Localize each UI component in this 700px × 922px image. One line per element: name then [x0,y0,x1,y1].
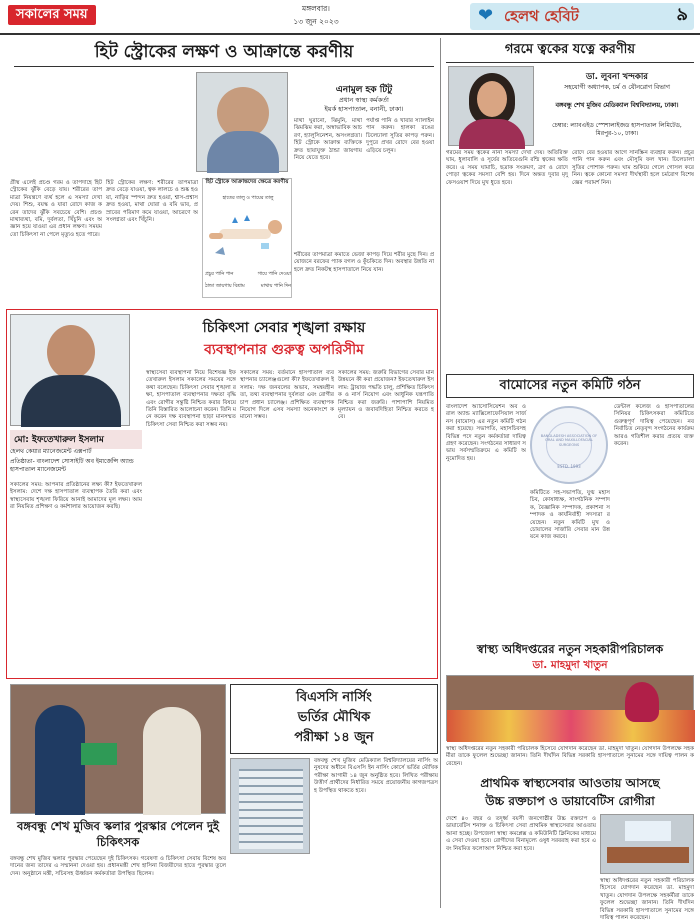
director-photo [446,675,694,741]
water-drops [232,215,250,223]
discipline-person-photo [10,314,130,426]
award-photo [10,684,226,814]
building-windows [239,769,303,849]
skin-author-name: ডা. লুবনা খন্দকার [586,72,648,82]
meeting-table [607,847,689,863]
heat-body-col2: হিট স্ট্রোকের লক্ষণ: শরীরের তাপমাত্রা দ্রুত বেড়ে যাওয়া, ত্বক লালচে ও শুষ্ক হওয়া, নাড়ির স্পন্দন দ্রুত হওয়া, শ্বাস-প্রশ্বাস দ্রুত হওয়া, মাথা ঘোরা ও বমি ভাব, প্রস্রাবের পরিমাণ কমে যাওয়া, আচরণে অসংলগ্নতা এবং খিঁচুনি। [106,180,198,224]
director-body: স্বাস্থ্য অধিদপ্তরের নতুন সহকারী পরিচালক হিসেবে যোগদান করেছেন ডা. মাহমুদা খাতুন। যোগদান উপলক্ষে সহকর্মীরা তাকে ফুলেল শুভেচ্ছা জানান। তিনি দীর্ঘদিন বিভিন্ন সরকারি হাসপাতালে সুনামের সঙ্গে দায়িত্ব পালন করেছেন। [446,746,694,767]
award-headline: বঙ্গবন্ধু শেখ মুজিব স্কলার পুরস্কার পেলেন দুই চিকিৎসক [16,819,220,849]
award-certificate [81,743,117,765]
skin-body-col2: রোদে বের হওয়ার আগে সানস্ক্রিন ব্যবহার করুন। প্রচুর পানি পান করুন এবং মৌসুমি ফল খান। ঢিলেঢালা সুতির পোশাক পরুন। ঘাম শুকিয়ে গেলে গোসল করে নিন। ত্বকে কোনো সমস্যা দীর্ঘস্থায়ী হলে চর্মরোগ বিশেষজ্ঞের পরামর্শ নিন। [572,150,694,186]
discipline-body-col0: সকালের সময়: আপনার প্রতিষ্ঠানের লক্ষ্য কী? ইফতেখারুল ইসলাম: দেশে দক্ষ হাসপাতাল ব্যবস্থাপক তৈরি করা এবং স্বাস্থ্যসেবায় শৃঙ্খলা ফিরিয়ে আনাই আমাদের মূল লক্ষ্য। আমরা নিয়মিত প্রশিক্ষণ ও কর্মশালার আয়োজন করছি। [10,482,142,511]
primary-headline-line1: প্রাথমিক স্বাস্থ্যসেবার আওতায় আসছে [480,776,660,790]
person-suit [21,375,121,427]
author-saree [459,119,525,149]
primary-body: দেশে ৪০ বছর ও তদূর্ধ্ব বয়সী জনগোষ্ঠীর উচ্চ রক্তচাপ ও ডায়াবেটিস শনাক্ত ও চিকিৎসা সেবা প্রাথমিক স্বাস্থ্যসেবার আওতায় আনা হচ্ছে। উপজেলা স্বাস্থ্য কমপ্লেক্স ও কমিউনিটি ক্লিনিকের মাধ্যমে এ সেবা দেওয়া হবে। রোগীদের বিনামূল্যে ওষুধ সরবরাহ করা হবে এবং নিয়মিত ফলোআপ নিশ্চিত করা হবে। [446,816,596,852]
skin-headline-rule [446,62,694,63]
reclining-person-illustration [205,209,291,269]
bamos-seal-text: BANGLADESH ASSOCIATION OF ORAL AND MAXILLOFACIAL SURGEONS [540,434,598,447]
author-face [477,81,507,117]
nursing-headline-line3: পরীক্ষা ১৪ জুন [294,730,374,745]
section-title: হেলথ হেবিট [504,7,579,25]
discipline-body-col3: সকালের সময়: জরুরি বিভাগের সেবার মান উন্নয়নে কী করা প্রয়োজন? ইফতেখারুল ইসলাম: ট্রায়াজ পদ্ধতি চালু, প্রশিক্ষিত চিকিৎসক ও নার্স নিয়োগ এবং আধুনিক যন্ত্রপাতি নিশ্চিত করা জরুরি। পাশাপাশি নিয়মিত মূল্যায়ন ও জবাবদিহিতা নিশ্চিত করতে হবে। [338,370,434,421]
person-body [219,229,271,239]
nursing-headline-line1: বিএসসি নার্সিং [296,690,372,705]
discipline-person-role: হেলথ কেয়ার ম্যানেজমেন্ট এক্সপার্ট [10,448,92,455]
ice-pack [261,243,269,249]
nursing-building-photo [230,758,310,854]
column-divider-right [440,38,441,908]
director-figure [625,682,659,722]
heat-author-role: প্রধান স্বাস্থ্য কর্মকর্তা [339,96,389,104]
issue-day: মঙ্গলবার। [302,4,330,13]
skin-care-headline: গরমে ত্বকের যত্নে করণীয় [504,42,636,57]
award-person-left [35,705,85,815]
heat-headline-rule [14,66,434,67]
infographic-label-3: গায়ে পানি দেওয়া [257,272,291,277]
issue-date: ১৩ জুন ২০২৩ [293,17,339,26]
award-body: বঙ্গবন্ধু শেখ মুজিব স্কলার পুরস্কার পেয়েছেন দুই চিকিৎসক। গবেষণা ও চিকিৎসা সেবায় বিশেষ অবদানের জন্য তাদের এ সম্মাননা দেওয়া হয়। প্রধানমন্ত্রী শেখ হাসিনা বিজয়ীদের হাতে পুরস্কার তুলে দেন। অনুষ্ঠানে মন্ত্রী, সচিবসহ ঊর্ধ্বতন কর্মকর্তারা উপস্থিত ছিলেন। [10,856,226,877]
primary-headline-line2: উচ্চ রক্তচাপ ও ডায়াবেটিস রোগীরা [485,794,655,808]
heart-logo-icon: ❤ [478,5,494,26]
skin-author-org: বঙ্গবন্ধু শেখ মুজিব মেডিক্যাল বিশ্ববিদ্যালয়, ঢাকা। [555,102,679,109]
heat-body-col3: মাথা ঘুরানো, ঝিমুনি, মাথা ঝিমঝিম করা, অস্বাভাবিক আচরণ, হ্যালুসিনেশন, অসংলগ্নতা। হিট স্ট্রোকে আক্রান্ত ব্যক্তিকে দ্রুত ছায়াযুক্ত ঠান্ডা জায়গায় নিয়ে যেতে হবে। [294,118,362,162]
nursing-body: বঙ্গবন্ধু শেখ মুজিব মেডিক্যাল বিশ্ববিদ্যালয়ের নার্সিং অনুষদের অধীনে বিএসসি ইন নার্সিং কোর্সে ভর্তির মৌখিক পরীক্ষা আগামী ১৪ জুন অনুষ্ঠিত হবে। লিখিত পরীক্ষায় উত্তীর্ণ প্রার্থীদের নির্ধারিত সময়ে প্রয়োজনীয় কাগজপত্রসহ উপস্থিত থাকতে হবে। [314,758,438,794]
heat-author-photo [196,72,288,172]
masthead-rule [0,33,700,35]
infographic-label-4: ঠান্ডা জায়গায় বিশ্রাম [205,284,245,289]
heat-stroke-headline: হিট স্ট্রোকের লক্ষণ ও আক্রান্তে করণীয় [94,42,354,62]
bamos-seal [530,406,608,484]
bamos-body-col3: ডেন্টাল কলেজ ও হাসপাতালের সিনিয়র চিকিৎসকরা কমিটিতে গুরুত্বপূর্ণ দায়িত্ব পেয়েছেন। নবনির্বাচিত নেতৃবৃন্দ সংগঠনের কার্যক্রম আরও গতিশীল করার প্রত্যয় ব্যক্ত করেন। [614,404,694,448]
page-number: ৯ [676,4,688,25]
author-shirt [207,131,279,173]
fan-icon [215,247,225,255]
primary-body-cont: স্বাস্থ্য অধিদপ্তরের নতুন সহকারী পরিচালক হিসেবে যোগদান করেছেন ডা. মাহমুদা খাতুন। যোগদান উপলক্ষে সহকর্মীরা তাকে ফুলেল শুভেচ্ছা জানান। তিনি দীর্ঘদিন বিভিন্ন সরকারি হাসপাতালে সুনামের সঙ্গে দায়িত্ব পালন করেছেন। [600,878,694,922]
director-headline: স্বাস্থ্য অধিদপ্তরের নতুন সহকারীপরিচালক [476,642,664,656]
bamos-body-col2: কমিটিতে সহ-সভাপতি, যুগ্ম মহাসচিব, কোষাধ্যক্ষ, সাংগঠনিক সম্পাদক, বৈজ্ঞানিক সম্পাদক, প্রকাশনা সম্পাদক ও কার্যনির্বাহী সদস্যরা রয়েছেন। নতুন কমিটি মুখ ও চোয়ালের সার্জারি সেবার মান উন্নয়নে কাজ করবে। [530,490,610,541]
section-banner [470,3,694,30]
bamos-headline: বামোসের নতুন কমিটি গঠন [499,378,641,393]
heat-body-col4: পর্যাপ্ত পানি ও খাবার স্যালাইন পান করুন। হালকা রঙের ঢিলেঢালা সুতির কাপড় পরুন। দুপুরে প্রখর রোদে বের হওয়া এড়িয়ে চলুন। [366,118,434,154]
discipline-headline-line2: ব্যবস্থাপনার গুরুত্ব অপরিসীম [204,342,364,358]
infographic-label-5: মাথায় পানি দিন [260,284,291,289]
infographic-label-2: প্রচুর পানি পান [205,272,234,277]
heat-body-col5: শরীরের তাপমাত্রা কমাতে ভেজা কাপড় দিয়ে শরীর মুছে দিন। প্রয়োজনে বরফের প্যাক বগল ও কুঁচকিতে দিন। অবস্থার উন্নতি না হলে দ্রুত নিকটস্থ হাসপাতালে নিয়ে যান। [294,252,434,273]
skin-body-col1: গরমের সময় ত্বকের নানা সমস্যা দেখা দেয়। অতিরিক্ত ঘাম, ধুলাবালি ও সূর্যের অতিবেগুনি রশ্মি ত্বকের ক্ষতি করে। এ সময় ঘামাচি, ছত্রাক সংক্রমণ, ব্রণ ও রোদে পোড়া ত্বকের সমস্যা বেশি হয়। দিনে অন্তত দুবার মৃদু ফেসওয়াশ দিয়ে মুখ ধুতে হবে। [446,150,568,186]
infographic-title: হিট স্ট্রোকে আক্রান্তদের ক্ষেত্রে করণীয় [205,179,289,185]
skin-author-extra: চেম্বার: ল্যাবএইড স্পেশালাইজড হাসপাতাল লিমিটেড, মিরপুর-১০, ঢাকা। [552,122,682,137]
infographic-label-1: হাতের তালু ও পায়ের তালু [222,196,274,201]
meeting-screen [625,821,671,841]
nursing-headline-line2: ভর্তির মৌখিক [297,710,371,725]
skin-author-role: সহযোগী অধ্যাপক, চর্ম ও যৌনরোগ বিভাগ [564,84,670,91]
primary-photo [600,814,694,874]
bamos-body-col1: বাংলাদেশ অ্যাসোসিয়েশন অব ওরাল অ্যান্ড ম্যাক্সিলোফেসিয়াল সার্জনস (বামোস) এর নতুন কমিটি গঠন করা হয়েছে। সভাপতি, মহাসচিবসহ বিভিন্ন পদে নতুন কর্মকর্তারা দায়িত্ব গ্রহণ করেছেন। সংগঠনের সাধারণ সভায় সর্বসম্মতিক্রমে এ কমিটি অনুমোদিত হয়। [446,404,526,462]
heat-author-org: ইয়র্ক হাসপাতাল, বনানী, ঢাকা। [324,105,404,113]
masthead [0,0,700,36]
heat-author-name: এনামুল হক টিটু [335,85,393,95]
heat-infographic [202,178,292,298]
discipline-body-col2: সকালের সময়: বর্তমানে হাসপাতাল ব্যবস্থাপনার চ্যালেঞ্জগুলো কী? ইফতেখারুল ইসলাম: দক্ষ জনবলের অভাব, সমন্বয়হীনতা, তথ্য ব্যবস্থাপনার দুর্বলতা এবং রোগীর চাপ প্রধান চ্যালেঞ্জ। প্রশিক্ষিত ব্যবস্থাপক নিয়োগ দিলে এসব সমস্যা অনেকাংশে কমানো সম্ভব। [240,370,334,421]
discipline-person-name: মো: ইফতেখারুল ইসলাম [10,430,142,449]
bamos-seal-year: ESTD. 1993 [557,464,581,469]
discipline-headline-line1: চিকিৎসা সেবার শৃঙ্খলা রক্ষায় [202,320,366,336]
discipline-body-col1: স্বাস্থ্যসেবা ব্যবস্থাপনা নিয়ে বিশেষজ্ঞ ইফতেখারুল ইসলাম সকালের সময়ের সঙ্গে কথা বলেছেন। চিকিৎসা সেবার শৃঙ্খলা রক্ষা, হাসপাতাল ব্যবস্থাপনার দক্ষতা বৃদ্ধি এবং রোগীর সন্তুষ্টি নিশ্চিত করার বিষয়ে তিনি বিস্তারিত আলোচনা করেন। তিনি মনে করেন দক্ষ ব্যবস্থাপনা ছাড়া মানসম্মত চিকিৎসা সেবা নিশ্চিত করা সম্ভব নয়। [146,370,236,428]
award-person-right [143,707,201,815]
person-legs [209,233,223,239]
heat-body-col1: গ্রীষ্ম এলেই প্রচণ্ড গরম ও তাপদাহে হিট স্ট্রোকের ঝুঁকি বেড়ে যায়। শরীরের তাপমাত্রা নিয়ন্ত্রণে ব্যর্থ হলে এ সমস্যা দেখা দেয়। শিশু, বয়স্ক ও যারা রোদে কাজ করেন তাদের ঝুঁকি সবচেয়ে বেশি। প্রচণ্ড মাথাব্যথা, বমি, দুর্বলতা, খিঁচুনি এবং অজ্ঞান হয়ে যাওয়া এর প্রধান লক্ষণ। সময়মতো চিকিৎসা না পেলে মৃত্যুও হতে পারে। [10,180,102,238]
director-subhead: ডা. মাহমুদা খাতুন [532,659,608,671]
discipline-person-org: প্রতিষ্ঠাতা- বাংলাদেশ সোসাইটি অব ইমার্জেন্সি অ্যান্ড হাসপাতাল ম্যানেজমেন্ট [10,458,134,473]
skin-author-photo [448,66,534,146]
person-head [47,325,95,379]
paper-logo: সকালের সময় [8,5,96,25]
